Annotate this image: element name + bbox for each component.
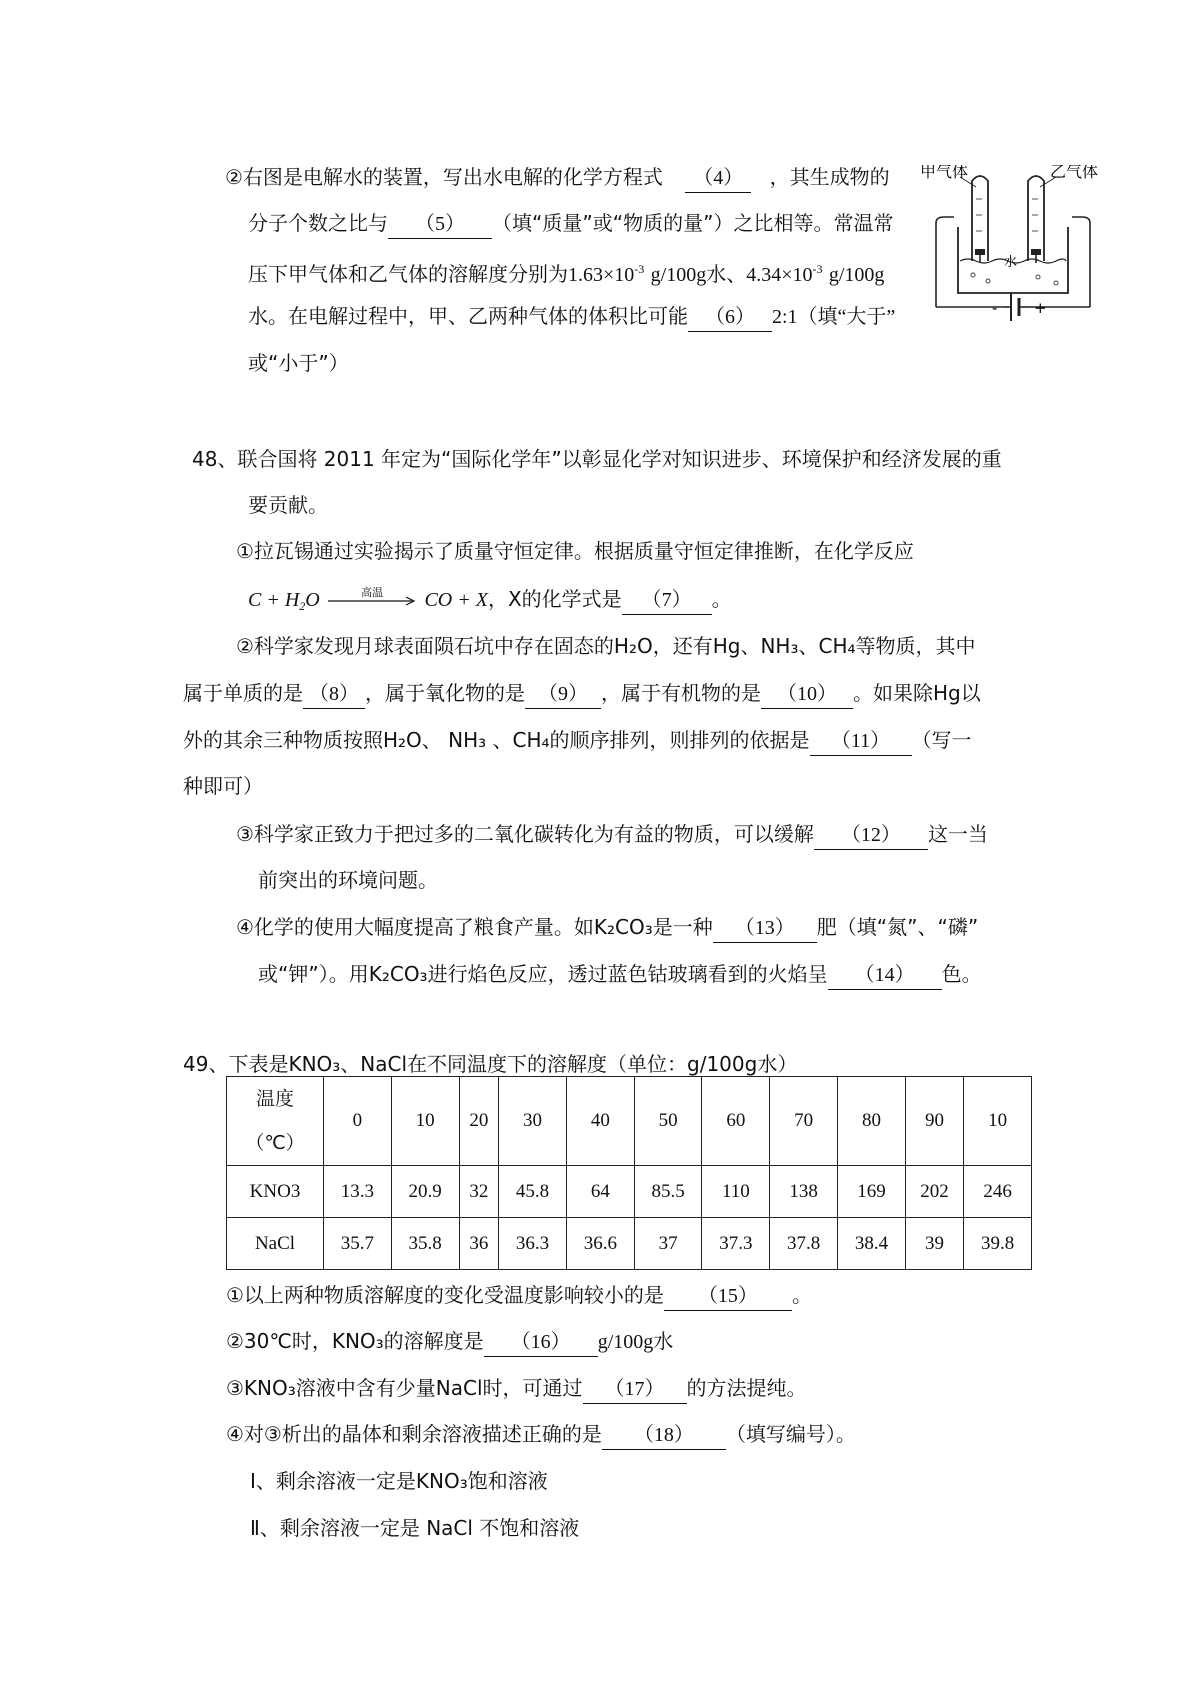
temperature-cell: 20 bbox=[459, 1077, 499, 1166]
answer-blank-12[interactable]: （12） bbox=[814, 821, 928, 850]
q49-sub4: ④对③析出的晶体和剩余溶液描述正确的是 （18） （填写编号）。 bbox=[226, 1420, 856, 1450]
q48-part4-line-2: 或“钾”）。用K₂CO₃进行焰色反应，透过蓝色钴玻璃看到的火焰呈 （14） 色。 bbox=[258, 960, 982, 990]
answer-blank-14[interactable]: （14） bbox=[828, 961, 942, 990]
answer-blank-7[interactable]: （7） bbox=[622, 586, 712, 615]
q49-sub2: ②30℃时，KNO₃的溶解度是 （16） g/100g水 bbox=[226, 1327, 673, 1357]
q49-option-2: Ⅱ、剩余溶液一定是 NaCl 不饱和溶液 bbox=[250, 1516, 580, 1540]
temperature-cell: 30 bbox=[499, 1077, 567, 1166]
answer-blank-17[interactable]: （17） bbox=[583, 1375, 687, 1404]
temperature-cell: 10 bbox=[964, 1077, 1032, 1166]
solubility-cell: 138 bbox=[770, 1166, 838, 1218]
temperature-cell: 80 bbox=[838, 1077, 906, 1166]
solubility-cell: 36.6 bbox=[566, 1218, 634, 1270]
solubility-cell: 13.3 bbox=[324, 1166, 392, 1218]
table-header-row bbox=[227, 1077, 1032, 1166]
solubility-cell: 37 bbox=[634, 1218, 702, 1270]
q48-part2-line-3: 外的其余三种物质按照H₂O、 NH₃ 、CH₄的顺序排列，则排列的依据是 （11） （写一 bbox=[183, 726, 972, 756]
temperature-cell: 40 bbox=[566, 1077, 634, 1166]
q49-title: 49、下表是KNO₃、NaCl在不同温度下的溶解度（单位：g/100g水） bbox=[183, 1052, 798, 1076]
solubility-cell: 39.8 bbox=[964, 1218, 1032, 1270]
q48-line-2: 要贡献。 bbox=[248, 493, 328, 517]
q49-sub1: ①以上两种物质溶解度的变化受温度影响较小的是 （15） 。 bbox=[226, 1281, 812, 1311]
answer-blank-5[interactable]: （5） bbox=[388, 210, 492, 239]
q49-option-1: Ⅰ、剩余溶液一定是KNO₃饱和溶液 bbox=[250, 1469, 548, 1493]
solubility-cell: 37.8 bbox=[770, 1218, 838, 1270]
q48-part4-line-1: ④化学的使用大幅度提高了粮食产量。如K₂CO₃是一种 （13） 肥（填“氮”、“磷” bbox=[236, 913, 978, 943]
row-label-nacl: NaCl bbox=[227, 1218, 324, 1270]
q48-part2-line-4: 种即可） bbox=[183, 774, 263, 798]
answer-blank-16[interactable]: （16） bbox=[484, 1328, 598, 1357]
q48-part2-line-1: ②科学家发现月球表面陨石坑中存在固态的H₂O，还有Hg、NH₃、CH₄等物质，其中 bbox=[236, 634, 976, 658]
gas-a-label: 甲气体 bbox=[920, 165, 969, 181]
q48-equation-line: $C + H_2O$ 高温 CO + X，X的化学式是 （7） 。 bbox=[248, 585, 732, 613]
answer-blank-18[interactable]: （18） bbox=[602, 1421, 726, 1450]
solubility-cell: 45.8 bbox=[499, 1166, 567, 1218]
positive-terminal-label: + bbox=[1034, 299, 1047, 317]
temperature-cell: 60 bbox=[702, 1077, 770, 1166]
q48-part3-line-1: ③科学家正致力于把过多的二氧化碳转化为有益的物质，可以缓解 （12） 这一当 bbox=[236, 820, 988, 850]
gas-b-label: 乙气体 bbox=[1050, 165, 1099, 181]
answer-blank-10[interactable]: （10） bbox=[761, 680, 853, 709]
q48-part2-line-2: 属于单质的是 （8） ，属于氧化物的是 （9） ，属于有机物的是 （10） 。如果除Hg以 bbox=[183, 679, 981, 709]
temperature-cell: 90 bbox=[905, 1077, 963, 1166]
solubility-cell: 32 bbox=[459, 1166, 499, 1218]
solubility-cell: 64 bbox=[566, 1166, 634, 1218]
negative-terminal-label: - bbox=[992, 299, 998, 317]
temperature-header-cell: 温度 （℃） bbox=[227, 1077, 324, 1166]
solubility-cell: 36.3 bbox=[499, 1218, 567, 1270]
equation-products: CO + X bbox=[424, 589, 488, 611]
answer-blank-11[interactable]: （11） bbox=[810, 727, 912, 756]
q47-line-1: ②右图是电解水的装置，写出水电解的化学方程式 （4） ，其生成物的 bbox=[225, 163, 890, 193]
electrolysis-diagram bbox=[918, 165, 1108, 331]
q48-part3-line-2: 前突出的环境问题。 bbox=[258, 868, 438, 892]
electrolysis-apparatus-svg bbox=[918, 165, 1108, 331]
q48-part1-line-1: ①拉瓦锡通过实验揭示了质量守恒定律。根据质量守恒定律推断，在化学反应 bbox=[236, 539, 914, 563]
answer-blank-4[interactable]: （4） bbox=[685, 164, 751, 193]
solubility-cell: 38.4 bbox=[838, 1218, 906, 1270]
answer-blank-8[interactable]: （8） bbox=[303, 680, 365, 709]
answer-blank-15[interactable]: （15） bbox=[664, 1282, 792, 1311]
solubility-cell: 37.3 bbox=[702, 1218, 770, 1270]
solubility-cell: 20.9 bbox=[391, 1166, 459, 1218]
temperature-cell: 70 bbox=[770, 1077, 838, 1166]
table-row-kno3 bbox=[227, 1166, 1032, 1218]
solubility-cell: 202 bbox=[905, 1166, 963, 1218]
row-label-kno3: KNO3 bbox=[227, 1166, 324, 1218]
solubility-cell: 35.7 bbox=[324, 1218, 392, 1270]
solubility-cell: 85.5 bbox=[634, 1166, 702, 1218]
q47-line-4: 水。在电解过程中，甲、乙两种气体的体积比可能 （6） 2:1（填“大于” bbox=[248, 302, 895, 332]
temperature-cell: 10 bbox=[391, 1077, 459, 1166]
q47-line-3: 压下甲气体和乙气体的溶解度分别为$1.63\times 10^{-3}$ g/100g水、$4.34\times 10^{-3}$ g/100g bbox=[248, 262, 885, 286]
water-label: 水 bbox=[1004, 255, 1018, 270]
solubility-cell: 36 bbox=[459, 1218, 499, 1270]
solubility-cell: 169 bbox=[838, 1166, 906, 1218]
q47-line-2: 分子个数之比与 （5） （填“质量”或“物质的量”）之比相等。常温常 bbox=[248, 209, 893, 239]
q47-line-5: 或“小于”） bbox=[248, 351, 349, 375]
answer-blank-9[interactable]: （9） bbox=[525, 680, 601, 709]
q49-sub3: ③KNO₃溶液中含有少量NaCl时，可通过 （17） 的方法提纯。 bbox=[226, 1374, 807, 1404]
solubility-cell: 39 bbox=[905, 1218, 963, 1270]
equation-reactants: $C + H_2O$ bbox=[248, 589, 320, 613]
solubility-cell: 110 bbox=[702, 1166, 770, 1218]
table-row-nacl bbox=[227, 1218, 1032, 1270]
answer-blank-6[interactable]: （6） bbox=[688, 303, 772, 332]
temperature-cell: 50 bbox=[634, 1077, 702, 1166]
solubility-cell: 246 bbox=[964, 1166, 1032, 1218]
temperature-cell: 0 bbox=[324, 1077, 392, 1166]
solubility-table bbox=[226, 1076, 1032, 1270]
answer-blank-13[interactable]: （13） bbox=[713, 914, 817, 943]
solubility-cell: 35.8 bbox=[391, 1218, 459, 1270]
q48-line-1: 48、联合国将 2011 年定为“国际化学年”以彰显化学对知识进步、环境保护和经济发展的重 bbox=[192, 447, 1002, 471]
equation-arrow: 高温 bbox=[326, 591, 418, 611]
